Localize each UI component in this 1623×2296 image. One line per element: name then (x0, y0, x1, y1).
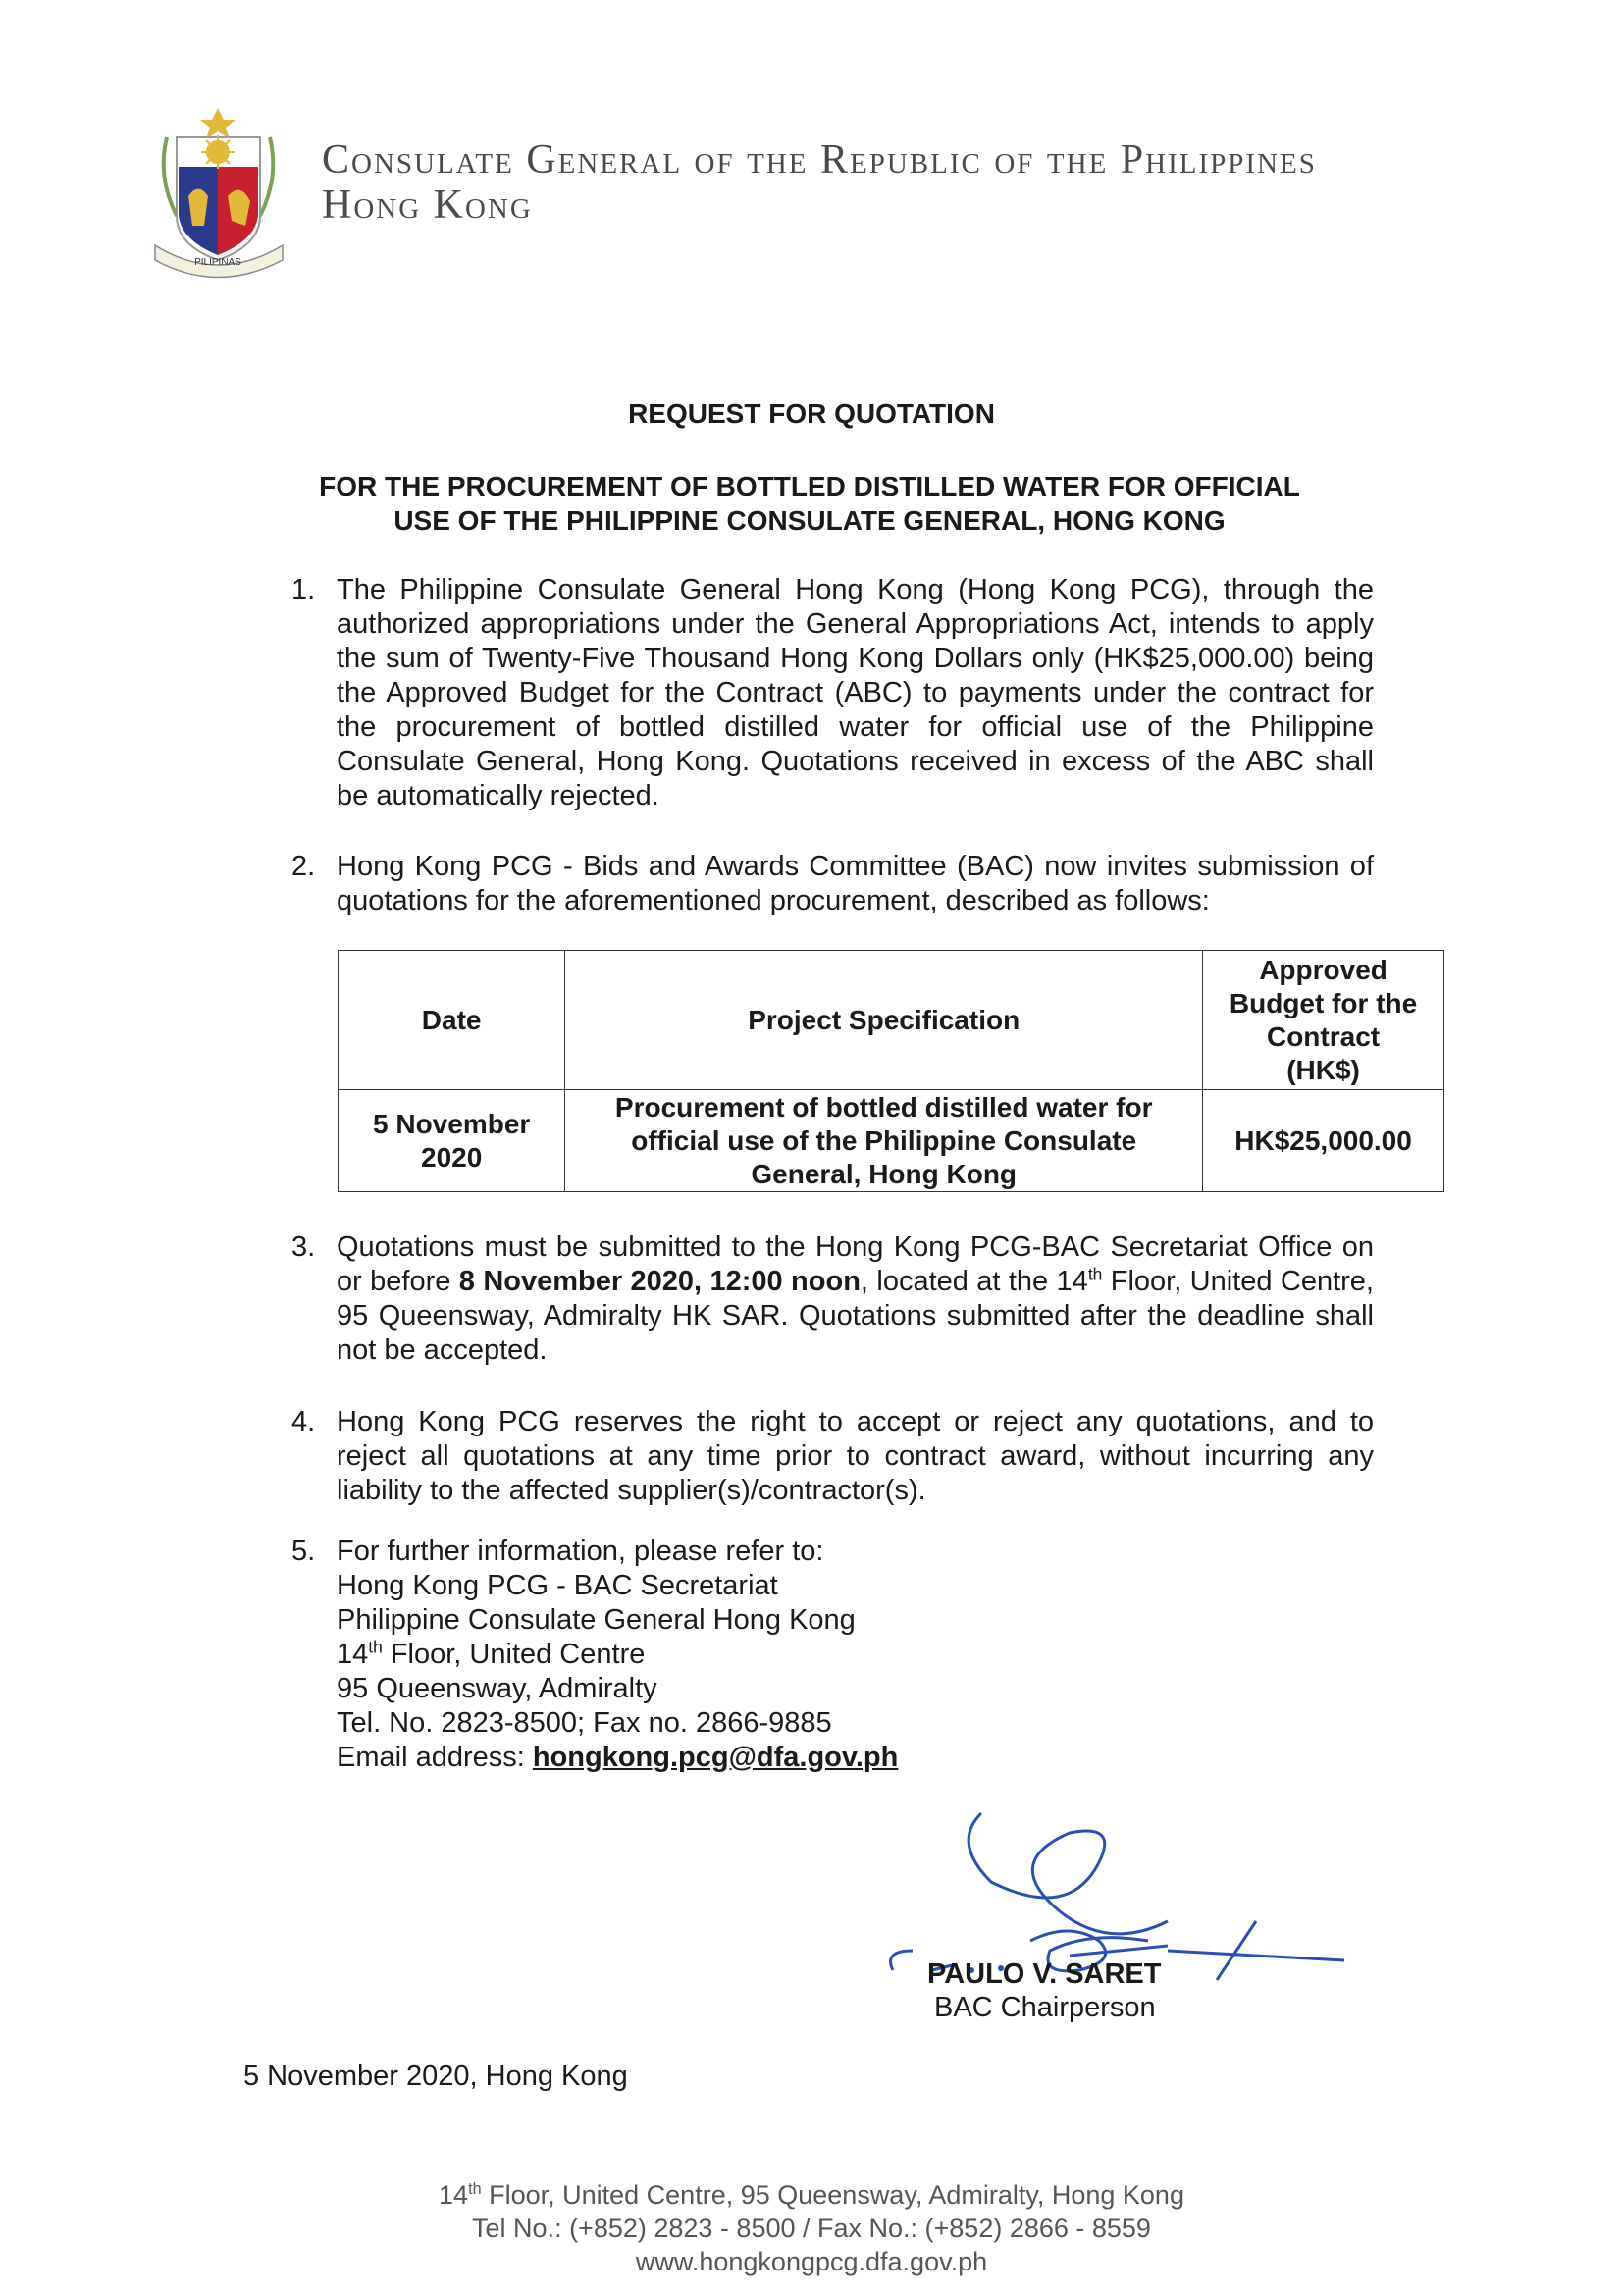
date-place: 5 November 2020, Hong Kong (243, 2061, 628, 2092)
contact-email-line (337, 1741, 898, 1775)
cell-project-line-3: General, Hong Kong (751, 1158, 1018, 1189)
header-date: Date (339, 951, 565, 1090)
contact-consulate: Philippine Consulate General Hong Kong (337, 1604, 856, 1636)
footer-address (0, 2178, 1623, 2212)
footer-floor-num: 14 (439, 2180, 469, 2210)
cell-date (339, 1090, 565, 1192)
contact-street: 95 Queensway, Admiralty (337, 1673, 657, 1704)
letterhead-line-2: Hong Kong (322, 183, 533, 228)
subtitle-line-1: FOR THE PROCUREMENT OF BOTTLED DISTILLED WATER FOR OFFICIAL (319, 471, 1300, 501)
cell-project (565, 1090, 1203, 1192)
table-row (339, 1090, 1444, 1192)
subtitle-line-2: USE OF THE PHILIPPINE CONSULATE GENERAL, HONG KONG (393, 505, 1226, 536)
header-abc-line-2: Budget for the (1229, 987, 1418, 1018)
header-abc-line-1: Approved (1259, 954, 1387, 985)
contact-floor-sup: th (368, 1637, 383, 1657)
cell-abc: HK$25,000.00 (1203, 1090, 1444, 1192)
letterhead-line-1: Consulate General of the Republic of the Philippines (322, 137, 1317, 183)
paragraph-3 (337, 1230, 1374, 1368)
header-abc-line-3: Contract (1266, 1020, 1381, 1052)
item-number-3: 3. (291, 1231, 316, 1263)
footer-address-rest: Floor, United Centre, 95 Queensway, Admiralty, Hong Kong (481, 2180, 1184, 2210)
email-link[interactable]: hongkong.pcg@dfa.gov.ph (532, 1742, 899, 1773)
paragraph-4: Hong Kong PCG reserves the right to accept or reject any quotations, and to reject all quotations at any time prior to contract award, without incurring any liability to the affected supplier(s)/contractor(s). (337, 1406, 1374, 1506)
document-title: REQUEST FOR QUOTATION (628, 398, 995, 429)
submission-deadline: 8 November 2020, 12:00 noon (458, 1266, 861, 1297)
signatory-name: PAULO V. SARET (927, 1958, 1162, 1990)
contact-block (337, 1535, 898, 1775)
document-subtitle (236, 469, 1384, 538)
cell-project-line-2: official use of the Philippine Consulate (631, 1124, 1137, 1156)
cell-date-line-1: 5 November (373, 1108, 531, 1139)
item-number-1: 1. (291, 574, 316, 605)
item-number-4: 4. (291, 1406, 316, 1437)
contact-floor-num: 14 (337, 1639, 369, 1670)
header-project-specification: Project Specification (565, 951, 1203, 1090)
table-header-row (339, 951, 1444, 1090)
contact-phone-fax: Tel. No. 2823-8500; Fax no. 2866-9885 (337, 1707, 832, 1739)
paragraph-3-pre: Quotations must be submitted to the Hong Kong PCG-BAC Secretariat Office on or before (337, 1231, 1374, 1297)
footer-website[interactable]: www.hongkongpcg.dfa.gov.ph (635, 2247, 988, 2276)
header-abc-line-4: (HK$) (1286, 1054, 1360, 1085)
item-number-5: 5. (291, 1536, 316, 1567)
quotation-table (338, 950, 1444, 1192)
paragraph-1: The Philippine Consulate General Hong Kong (Hong Kong PCG), through the authorized appropriations under the General Appropriations Act, intends to apply the sum of Twenty-Five Thousand Hong Kong Dollars only (HK$25,000.00) being the Approved Budget for the Contract (ABC) to payments under the contract for the procurement of bottled distilled water for official use of the Philippine Consulate General, Hong Kong. Quotations received in excess of the ABC shall be automatically rejected. (337, 574, 1374, 811)
philippine-seal-logo (137, 98, 299, 280)
paragraph-3-sup: th (1087, 1264, 1103, 1284)
cell-project-line-1: Procurement of bottled distilled water for (614, 1091, 1153, 1122)
paragraph-2: Hong Kong PCG - Bids and Awards Committee (BAC) now invites submission of quotations for the aforementioned procurement, described as follows: (337, 851, 1374, 916)
contact-office: Hong Kong PCG - BAC Secretariat (337, 1570, 778, 1601)
signatory-title: BAC Chairperson (934, 1992, 1156, 2023)
cell-date-line-2: 2020 (421, 1141, 483, 1173)
header-approved-budget (1203, 951, 1444, 1090)
contact-floor (337, 1638, 898, 1672)
paragraph-3-post: Floor, United Centre, 95 Queensway, Admiralty HK SAR. Quotations submitted after the deadline shall not be accepted. (337, 1266, 1374, 1366)
seal-banner-text: PILIPINAS (194, 257, 241, 268)
footer-floor-sup: th (468, 2180, 482, 2198)
footer-phone-fax: Tel No.: (+852) 2823 - 8500 / Fax No.: (+852) 2866 - 8559 (472, 2214, 1151, 2243)
item-number-2: 2. (291, 851, 316, 882)
consulate-letterhead (322, 137, 1317, 228)
email-label: Email address: (337, 1742, 533, 1773)
contact-intro: For further information, please refer to: (337, 1536, 824, 1567)
contact-floor-rest: Floor, United Centre (382, 1639, 646, 1670)
paragraph-3-mid: , located at the 14 (860, 1266, 1088, 1297)
